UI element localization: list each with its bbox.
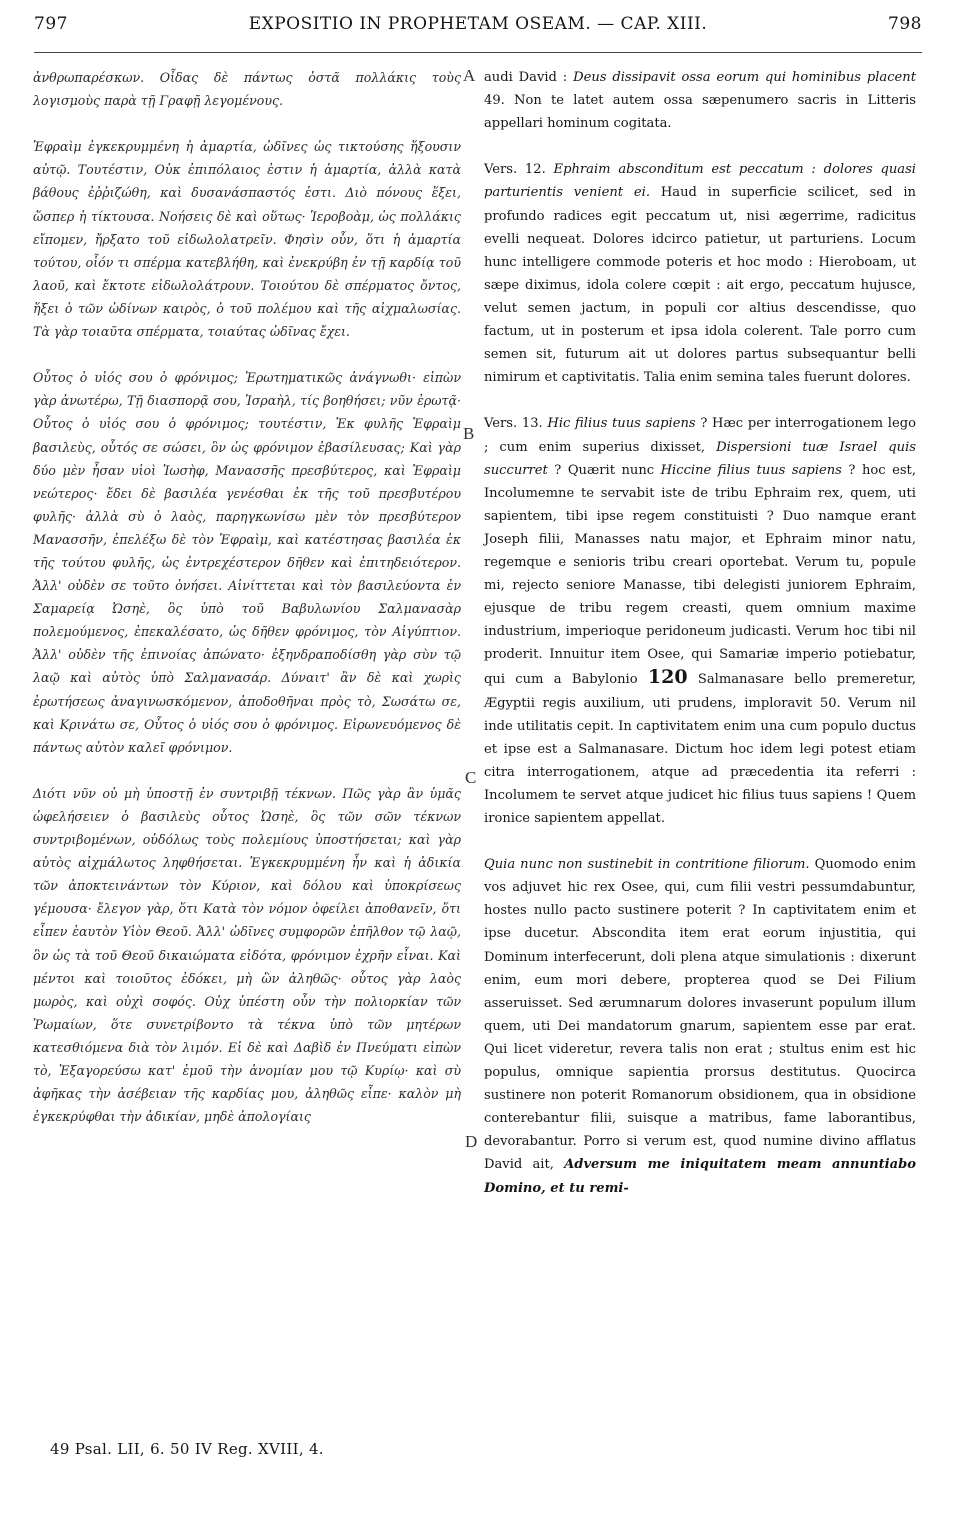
latin-paragraph [484,158,916,389]
latin-paragraph [484,853,916,1199]
latin-text: Salmanasare bello premeretur, Ægyptii regis auxilium, uti prudens, imploravit 50. Verum nil inde utilitatis cepit. In captivitatem enim una cum populo ductus et ipse est a Salmanasare. Dictum hoc idem legi potest etiam citra interrogationem, atque ad præcedentia ita referri : Incolumem te servet atque judicet hic filius tuus sapiens ! Quem ironice sapientem appellat. [484,672,917,826]
latin-paragraph [484,412,916,830]
latin-text: 49. Non te latet autem ossa sæpenumero sacris in Litteris appellari hominum cogitata. [484,93,916,132]
scripture-quote: Adversum me iniquitatem meam annuntiabo Domino, et tu remi- [484,1157,917,1196]
verse-label: Vers. 12. [484,162,554,178]
scripture-quote: Hic filius tuus sapiens [547,416,696,432]
latin-text: Quomodo enim vos adjuvet hic rex Osee, qui, cum filii vestri pessumdabuntur, hostes nullo pacto sustinere poterit ? In captivitatem enim et ipse ducetur. Abscondita item erat eorum injustitia, qui Dominum interfecerunt, doli plena atque simulationis : dixerunt enim, eum mori debere, propterea quod se Dei Filium asseruisset. Sed ærumnarum dolores invaserunt populum illum quem, uti Dei mandatorum gnarum, sapientem esse par erat. Qui licet videretur, revera talis non erat ; stultus enim est hic populus, omnique sapientia prorsus destitutus. Quocirca sustinere non poterit Romanorum obsidionem, qua in obsidione conterebantur filii, suisque a matribus, fame laborantibus, devorabantur. Porro si verum est, quod numine divino afflatus David ait, [484,857,916,1173]
margin-letter-b: B [463,424,475,443]
greek-paragraph: ἀνθρωπαρέσκων. Οἶδας δὲ πάντως ὀστᾶ πολλάκις τοὺς λογισμοὺς παρὰ τῇ Γραφῇ λεγομένους. [33,70,461,109]
running-title: EXPOSITIO IN PROPHETAM OSEAM. — CAP. XIII. [248,14,708,34]
latin-text: ? Quærit nunc [547,462,661,478]
margin-letter-a: A [463,66,476,85]
latin-paragraph [484,66,916,135]
scripture-quote: Hiccine filius tuus sapiens [660,462,842,478]
greek-paragraph: Οὗτος ὁ υἱός σου ὁ φρόνιμος; Ἐρωτηματικῶς ἀνάγνωθι· εἰπὼν γὰρ ἀνωτέρω, Τῇ διασπορᾷ σου, Ἰσραὴλ, τίς βοηθήσει; νῦν ἐρωτᾷ· Οὗτος ὁ υἱός σου ὁ φρόνιμος; τουτέστιν, Ἐκ φυλῆς Ἐφραὶμ βασιλεὺς, οὗτός σε σώσει, ὃν ὡς φρόνιμον ἐβασίλευσας; Καὶ γὰρ δύο μὲν ἦσαν υἱοὶ Ἰωσὴφ, Μανασσῆς πρεσβύτερος, καὶ Ἐφραὶμ νεώτερος· ἔδει δὲ βασιλέα γενέσθαι ἐκ τῆς τοῦ πρεσβυτέρου φυλῆς· ἀλλὰ σὺ ὁ λαὸς, παρηγκωνίσω μὲν τὸν πρεσβύτερον Μανασσῆν, ἐπελέξω δὲ τὸν Ἐφραὶμ, καὶ κατέστησας βασιλέα ἐκ τῆς τούτου φυλῆς, ὡς ἐντρεχέστερον δῆθεν καὶ ἐπιτηδειότερον. Ἀλλ' οὐδὲν σε τοῦτο ὀνήσει. Αἰνίττεται καὶ τὸν βασιλεύοντα ἐν Σαμαρείᾳ Ὠσηὲ, ὃς ὑπὸ τοῦ Βαβυλωνίου Σαλμανασὰρ πολεμούμενος, ἐπεκαλέσατο, ὡς δῆθεν φρόνιμος, τὸν Αἰγύπτιον. Ἀλλ' οὐδὲν τῆς ἐπινοίας ἀπώνατο· ἐξηνδραποδίσθη γὰρ σὺν τῷ λαῷ καὶ αὐτὸς ὑπὸ Σαλμανασάρ. Δύναιτ' ἂν δὲ καὶ χωρὶς ἐρωτήσεως ἀναγινωσκόμενον, ἀποδοθῆναι πρὸς τὸ, Σωσάτω σε, καὶ Κρινάτω σε, Οὗτος ὁ υἱός σου ὁ φρόνιμος. Εἰρωνευόμενος δὲ πάντως αὐτὸν καλεῖ φρόνιμον. [33,370,461,755]
scripture-quote: Dispersioni tuæ Israel quis succurret [484,439,917,478]
latin-text: ? Hæc per interrogationem lego ; cum enim superius dixisset, [484,416,917,455]
latin-text: audi David : [484,70,574,85]
column-number: 120 [647,666,688,689]
scripture-quote: Deus dissipavit ossa eorum qui hominibus placent [573,70,917,85]
latin-text: ? hoc est, Incolumemne te servabit iste de tribu Ephraim rex, quem, uti sapientem, tibi ipse regem constituisti ? Duo namque erant Joseph filii, Manasses natu major, et Ephraim minor natu, regemque e senioris tribu creari oportebat. Verum tu, popule mi, rejecto seniore Manasse, tibi delegisti juniorem Ephraim, ejusque de tribu regem creasti, quem omnium maxime industrium, imperioque peridoneum judicasti. Verum hoc tibi nil proderit. Innuitur item Osee, qui Samariæ imperio potiebatur, qui cum a Babylonio [484,462,916,688]
footnotes: 49 Psal. LII, 6. 50 IV Reg. XVIII, 4. [50,1440,324,1458]
margin-letter-d: D [465,1132,478,1151]
margin-letter-c: C [465,768,477,787]
latin-column [484,66,916,1200]
running-header [34,6,922,53]
greek-column [33,66,461,1128]
greek-paragraph: Ἐφραὶμ ἐγκεκρυμμένη ἡ ἁμαρτία, ὠδῖνες ὡς τικτούσης ἥξουσιν αὐτῷ. Τουτέστιν, Οὐκ ἐπιπόλαιος ἐστιν ἡ ἁμαρτία, ἀλλὰ κατὰ βάθους ἐῤῥιζώθη, καὶ δυσανάσπαστός ἐστι. Διὸ πόνους ἕξει, ὥσπερ ἡ τίκτουσα. Νοήσεις δὲ καὶ οὕτως· Ἱεροβοὰμ, ὡς πολλάκις εἴπομεν, ἤρξατο τοῦ εἰδωλολατρεῖν. Φησὶν οὖν, ὅτι ἡ ἁμαρτία τούτου, οἷόν τι σπέρμα κατεβλήθη, καὶ ἐνεκρύβη ἐν τῇ καρδίᾳ τοῦ λαοῦ, καὶ ἔκτοτε εἰδωλολάτρουν. Τοιούτου δὲ σπέρματος ὄντος, ἥξει ὁ τῶν ὠδίνων καιρὸς, ὁ τοῦ πολέμου καὶ τῆς αἰχμαλωσίας. Τὰ γὰρ τοιαῦτα σπέρματα, τοιαύτας ὠδῖνας ἔχει. [33,139,461,340]
page-number-left: 797 [34,14,68,34]
scripture-quote: Quia nunc non sustinebit in contritione filiorum. [484,857,810,873]
page-number-right: 798 [888,14,922,34]
scripture-quote: Ephraim absconditum est peccatum : dolores quasi parturientis venient ei. [484,162,916,201]
verse-label: Vers. 13. [484,416,548,432]
latin-text: Haud in superficie scilicet, sed in profundo radices egit peccatum ut, nisi ægerrime, radicitus evelli nequeat. Dolores idcirco patietur, ut parturiens. Locum hunc intelligere commode poteris et hoc modo : Hieroboam, ut sæpe diximus, idola colere cœpit : ait ergo, peccatum hujusce, velut semen jactum, in populi cor altius descendisse, quo factum, ut in posterum et ipsa idola colerent. Tale porro cum semen sit, futurum ait ut dolores partus subsequantur belli nimirum et captivitatis. Talia enim semina tales fuerunt dolores. [484,185,916,386]
greek-paragraph: Διότι νῦν οὐ μὴ ὑποστῇ ἐν συντριβῇ τέκνων. Πῶς γὰρ ἂν ὑμᾶς ὠφελήσειεν ὁ βασιλεὺς οὗτος Ὠσηὲ, ὃς τῶν σῶν τέκνων συντριβομένων, οὐδόλως τοὺς πολεμίους ὑποστήσεται; καὶ γὰρ αὐτὸς αἰχμάλωτος ληφθήσεται. Ἐγκεκρυμμένη ἦν καὶ ἡ ἀδικία τῶν ἀποκτεινάντων τὸν Κύριον, καὶ δόλου καὶ ὑποκρίσεως γέμουσα· ἔλεγον γὰρ, ὅτι Κατὰ τὸν νόμον ὀφείλει ἀποθανεῖν, ὅτι εἶπεν ἑαυτὸν Υἱὸν Θεοῦ. Ἀλλ' ὠδῖνες συμφορῶν ἐπῆλθον τῷ λαῷ, ὃν ὡς τὰ τοῦ Θεοῦ δικαιώματα εἰδότα, φρόνιμον ἐχρῆν εἶναι. Καὶ μέντοι καὶ τοιοῦτος ἐδόκει, μὴ ὢν ἀληθῶς· οὗτος γὰρ λαὸς μωρὸς, καὶ οὐχὶ σοφός. Οὐχ ὑπέστη οὖν τὴν πολιορκίαν τῶν Ῥωμαίων, ὅτε συνετρίβοντο τὰ τέκνα ὑπὸ τῶν μητέρων κατεσθιόμενα διὰ τὸν λιμόν. Εἰ δὲ καὶ Δαβὶδ ἐν Πνεύματι εἰπὼν τὸ, Ἐξαγορεύσω κατ' ἐμοῦ τὴν ἀνομίαν μου τῷ Κυρίῳ· καὶ σὺ ἀφῆκας τὴν ἀσέβειαν τῆς καρδίας μου, ἀληθῶς εἶπε· καλὸν μὴ ἐγκεκρύφθαι τὴν ἀδικίαν, μηδὲ ἀπολογίαις [33,785,461,1125]
